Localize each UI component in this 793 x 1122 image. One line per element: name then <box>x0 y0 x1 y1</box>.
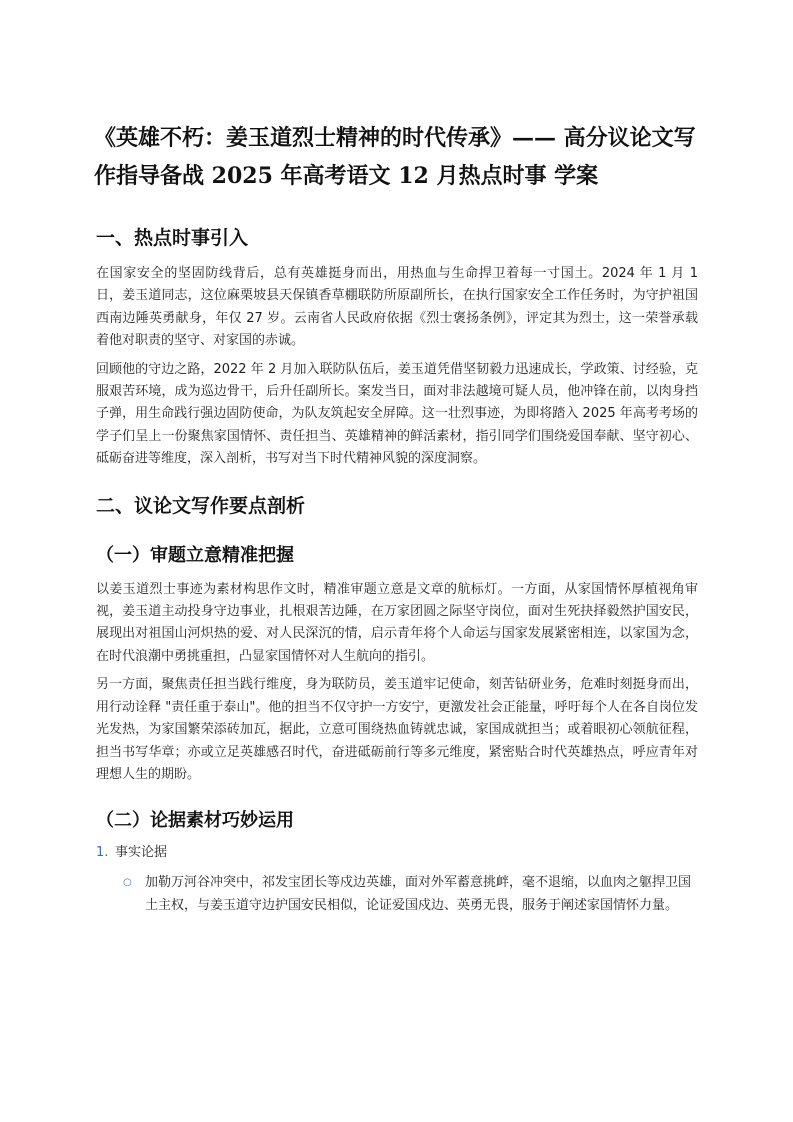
paragraph: 在国家安全的坚固防线背后，总有英雄挺身而出，用热血与生命捍卫着每一寸国土。2024 年 1 月 1 日，姜玉道同志，这位麻栗坡县天保镇香草棚联防所原副所长，在执行国家安全工作任务时，为守护祖国西南边陲英勇献身，年仅 27 岁。云南省人民政府依据《烈士褒扬条例》，评定其为烈士，这一荣誉承载着他对职责的坚守、对家国的赤诚。 <box>96 266 698 349</box>
section-heading-hot-topic: 一、热点时事引入 <box>96 227 249 249</box>
subsection-heading-theme: （一）审题立意精准把握 <box>96 544 294 566</box>
bullet-text: 加勒万河谷冲突中，祁发宝团长等戍边英雄，面对外军蓄意挑衅，毫不退缩，以血肉之躯捍卫国土主权，与姜玉道守边护国安民相似，论证爱国戍边、英勇无畏，服务于阐述家国情怀力量。 <box>145 875 692 913</box>
bullet-list-item <box>123 872 698 917</box>
subsection-heading-evidence: （二）论据素材巧妙运用 <box>96 810 294 832</box>
hollow-circle-bullet-icon: ○ <box>123 877 132 889</box>
section-heading-writing-points: 二、议论文写作要点剖析 <box>96 494 306 517</box>
paragraph: 以姜玉道烈士事迹为素材构思作文时，精准审题立意是文章的航标灯。一方面，从家国情怀厚植视角审视，姜玉道主动投身守边事业，扎根艰苦边陲，在万家团圆之际坚守岗位，面对生死抉择毅然护国安民，展现出对祖国山河炽热的爱、对人民深沉的情，启示青年将个人命运与国家发展紧密相连，以家国为念，在时代浪潮中勇挑重担，凸显家国情怀对人生航向的指引。 <box>96 581 698 664</box>
numbered-list-item <box>96 842 698 864</box>
list-item-label: 事实论据 <box>115 845 168 861</box>
paragraph: 另一方面，聚焦责任担当践行维度，身为联防员，姜玉道牢记使命，刻苦钻研业务，危难时刻挺身而出，用行动诠释 "责任重于泰山"。他的担当不仅守护一方安宁，更激发社会正能量，呼吁每个人在各自岗位发光发热，为家国繁荣添砖加瓦，据此，立意可围绕热血铸就忠诚，家国成就担当；或着眼初心领航征程，担当书写华章；亦或立足英雄感召时代，奋进砥砺前行等多元维度，紧密贴合时代英雄热点，呼应青年对理想人生的期盼。 <box>96 677 698 782</box>
document-page <box>96 119 698 917</box>
document-title: 《英雄不朽：姜玉道烈士精神的时代传承》—— 高分议论文写作指导备战 2025 年高考语文 12 月热点时事 学案 <box>94 125 696 189</box>
list-number: 1. <box>96 845 109 861</box>
paragraph: 回顾他的守边之路，2022 年 2 月加入联防队伍后，姜玉道凭借坚韧毅力迅速成长，学政策、讨经验，克服艰苦环境，成为巡边骨干，后升任副所长。案发当日，面对非法越境可疑人员，他冲锋在前，以肉身挡子弹，用生命践行强边固防使命，为队友筑起安全屏障。这一壮烈事迹，为即将踏入 2025 年高考考场的学子们呈上一份聚焦家国情怀、责任担当、英雄精神的鲜活素材，指引同学们围绕爱国奉献、坚守初心、砥砺奋进等维度，深入剖析，书写对当下时代精神风貌的深度洞察。 <box>96 361 698 467</box>
